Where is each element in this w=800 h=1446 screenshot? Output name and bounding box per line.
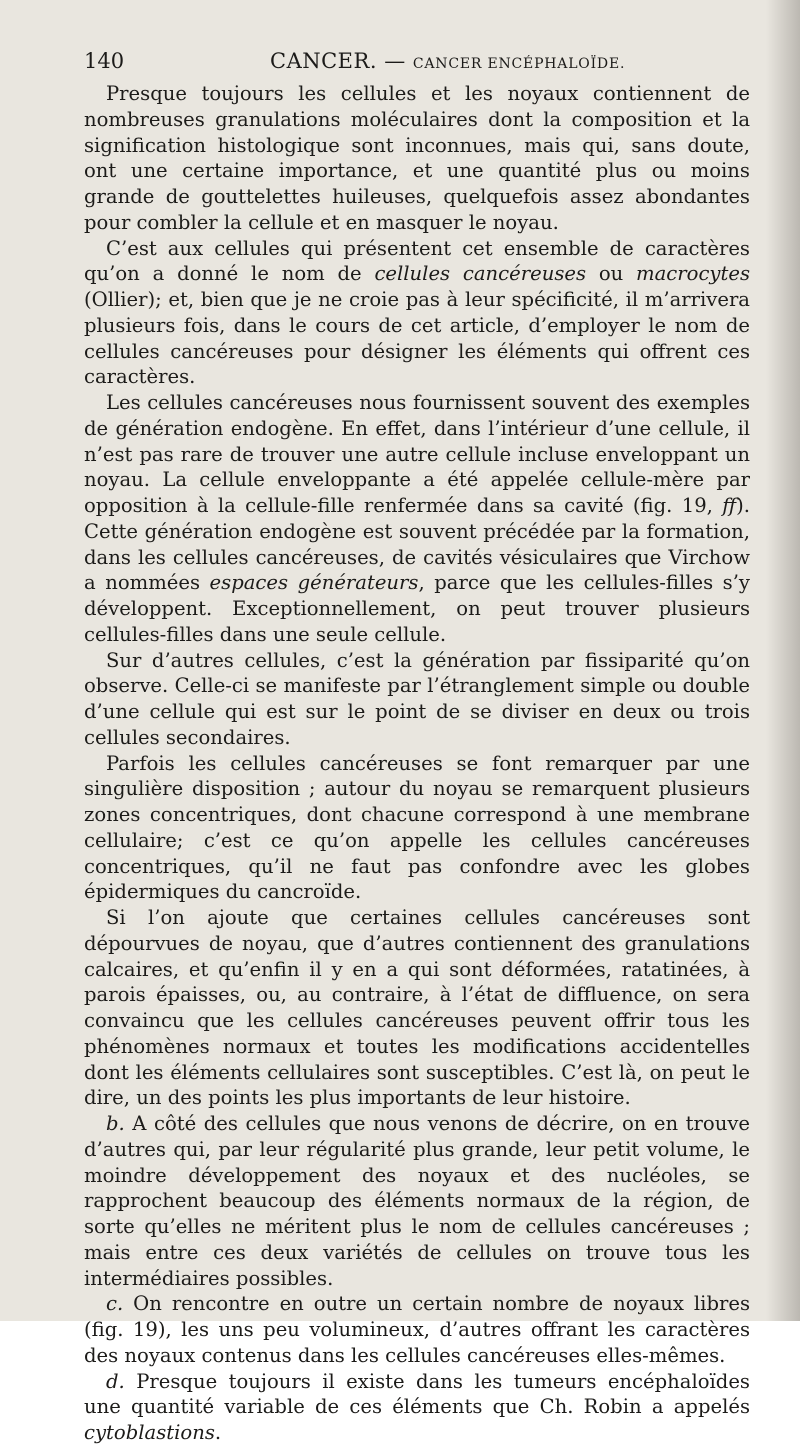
paragraph-text: ). Cette génération endogène est souvent précédée par la formation, dans les cellules cancéreuses, de cavités vésiculaires que Virchow a nommées — [84, 494, 750, 595]
paragraph-text: Si l’on ajoute que certaines cellules cancéreuses sont dépourvues de noyau, que d’autres contiennent des granulations calcaires, et qu’enfin il y en a qui sont déformées, ratatinées, à parois épaisses, ou, au contraire, à l’état de diffluence, on sera convaincu que les cellules cancéreuses peuvent offrir tous les phénomènes normaux et toutes les modifications accidentelles dont les éléments cellulaires sont susceptibles. C’est là, on peut le dire, un des points les plus importants de leur histoire. — [84, 906, 750, 1110]
paragraph-text: . — [214, 1421, 222, 1444]
paragraph-text: Presque toujours les cellules et les noyaux contiennent de nombreuses granulations moléculaires dont la composition et la signification histologique sont inconnues, mais qui, sans doute, ont une certaine importance, et une quantité plus ou moins grande de gouttelettes huileuses, quelquefois assez abondantes pour combler la cellule et en masquer le noyau. — [84, 82, 750, 234]
running-head — [270, 46, 625, 79]
paragraph-item-b — [84, 1111, 750, 1291]
paragraph-text: Les cellules cancéreuses nous fournissent souvent des exemples de génération endogène. En effet, dans l’intérieur d’une cellule, il n’est pas rare de trouver une autre cellule incluse enveloppant un noyau. La cellule enveloppante a été appelée cellule-mère par opposition à la cellule-fille renfermée dans sa cavité (fig. 19, — [84, 391, 750, 517]
paragraph-text: On rencontre en outre un certain nombre de noyaux libres (fig. 19), les uns peu volumineux, d’autres offrant les caractères des noyaux contenus dans les cellules cancéreuses elles-mêmes. — [84, 1292, 750, 1367]
page-header — [84, 46, 756, 76]
item-letter: d. — [106, 1369, 125, 1393]
page-number: 140 — [84, 49, 125, 73]
running-head-title: CANCER. — [270, 49, 377, 73]
body-text — [84, 81, 750, 1446]
item-letter: c. — [106, 1292, 124, 1316]
paragraph-text: A côté des cellules que nous venons de décrire, on en trouve d’autres qui, par leur régularité plus grande, leur petit volume, le moindre développement des noyaux et des nucléoles, se rapprochent beaucoup des éléments normaux de la région, de sorte qu’elles ne méritent plus le nom de cellules cancéreuses ; mais entre ces deux variétés de cellules on trouve tous les intermédiaires possibles. — [84, 1112, 750, 1290]
paragraph-modifications — [84, 905, 750, 1111]
italic-term: cellules cancéreuses — [374, 262, 587, 286]
paragraph-item-c — [84, 1291, 750, 1368]
paragraph-concentriques — [84, 751, 750, 906]
paragraph-granulations — [84, 81, 750, 236]
paragraph-item-d — [84, 1369, 750, 1446]
paragraph-text: (Ollier); et, bien que je ne croie pas à leur spécificité, il m’arrivera plusieurs fois, dans le cours de cet article, d’employer le nom de cellules cancéreuses pour désigner les éléments qui offrent ces caractères. — [84, 288, 750, 389]
italic-term: ff — [722, 494, 737, 517]
paragraph-text: C’est aux cellules qui présentent cet ensemble de caractères qu’on a donné le nom de — [84, 236, 750, 286]
italic-term: cytoblastions — [84, 1421, 215, 1444]
paragraph-text: Parfois les cellules cancéreuses se font remarquer par une singulière disposition ; autour du noyau se remarquent plusieurs zones concentriques, dont chacune correspond à une membrane cellulaire; c’est ce qu’on appelle les cellules cancéreuses concentriques, qu’il ne faut pas confondre avec les globes épidermiques du cancroïde. — [84, 751, 750, 904]
paragraph-text: Presque toujours il existe dans les tumeurs encéphaloïdes une quantité variable de ces éléments que Ch. Robin a appelés — [84, 1369, 750, 1419]
paragraph-text: Sur d’autres cellules, c’est la génération par fissiparité qu’on observe. Celle-ci se manifeste par l’étranglement simple ou double d’une cellule qui est sur le point de se diviser en deux ou trois cellules secondaires. — [84, 648, 750, 749]
paragraph-generation-endogene — [84, 390, 750, 648]
paragraph-text: ou — [586, 262, 637, 286]
paragraph-cellules-cancereuses — [84, 236, 750, 391]
paragraph-fissiparite — [84, 648, 750, 751]
italic-term: espaces générateurs — [209, 571, 419, 595]
running-head-separator: — — [384, 49, 406, 73]
page-edge-shadow — [766, 0, 800, 1321]
item-letter: b. — [106, 1112, 125, 1135]
italic-term: macrocytes — [636, 262, 751, 286]
running-head-subtitle: CANCER ENCÉPHALOÏDE. — [412, 56, 626, 72]
paragraph-text: , parce que les cellules-filles s’y développent. Exceptionnellement, on peut trouver plusieurs cellules-filles dans une seule cellule. — [84, 571, 750, 646]
